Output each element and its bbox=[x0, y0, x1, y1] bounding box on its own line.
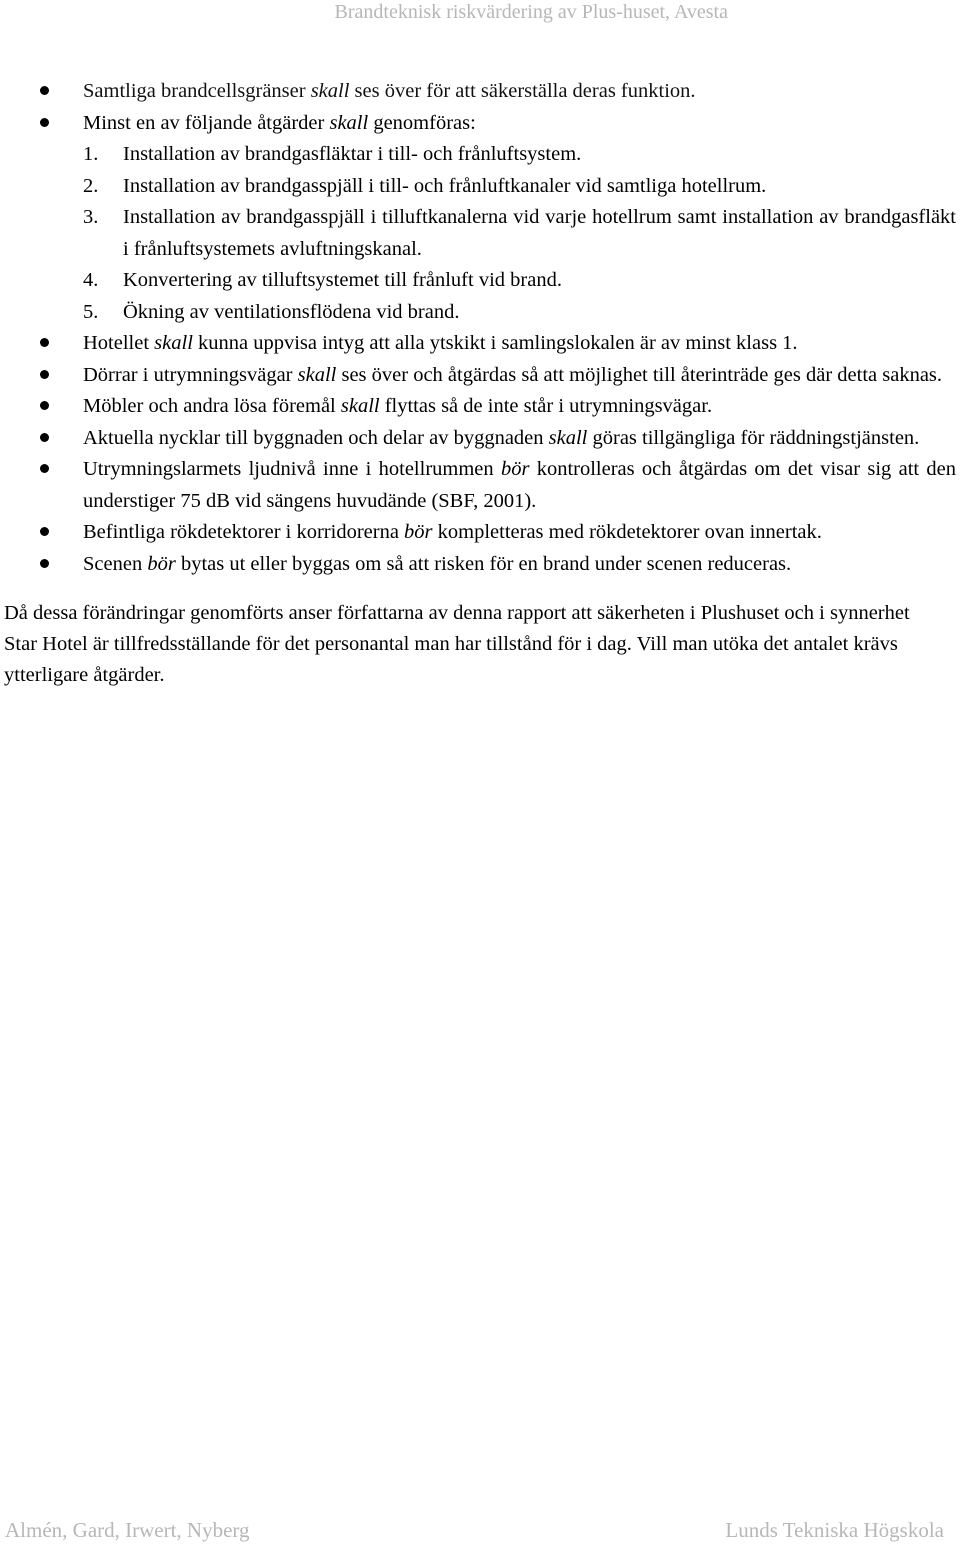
numbered-item bbox=[83, 139, 956, 171]
list-item bbox=[83, 391, 956, 423]
item-text: Installation av brandgasfläktar i till- och frånluftsystem. bbox=[123, 143, 582, 165]
conclusion-paragraph: Då dessa förändringar genomförts anser författarna av denna rapport att säkerheten i Plushuset och i synnerhet Star Hotel är tillfredsställande för det personantal man har tillstånd för i dag. Vill man utöka det antalet krävs ytterligare åtgärder. bbox=[4, 602, 910, 686]
item-number: 5. bbox=[83, 300, 99, 323]
item-text: Aktuella nycklar till byggnaden och delar av byggnaden bbox=[83, 426, 549, 449]
bullet-icon bbox=[40, 527, 49, 536]
page-header: Brandteknisk riskvärdering av Plus-huset, Avesta bbox=[334, 1, 728, 23]
list-item bbox=[83, 108, 956, 329]
recommendation-list bbox=[0, 76, 956, 580]
item-text: Ökning av ventilationsflödena vid brand. bbox=[123, 300, 460, 323]
measures-list bbox=[83, 139, 956, 328]
item-emphasis: bör bbox=[147, 552, 176, 575]
list-item bbox=[83, 549, 956, 581]
numbered-item bbox=[83, 202, 956, 265]
item-text: Möbler och andra lösa föremål bbox=[83, 395, 341, 417]
item-emphasis: skall bbox=[548, 426, 588, 449]
item-text: Samtliga brandcellsgränser bbox=[83, 80, 311, 102]
item-text: ses över för att säkerställa deras funktion. bbox=[349, 80, 696, 102]
list-item bbox=[83, 76, 956, 108]
list-item bbox=[83, 454, 956, 517]
list-item bbox=[83, 517, 956, 549]
bullet-icon bbox=[40, 338, 49, 347]
list-item bbox=[83, 360, 956, 392]
item-text: kompletteras med rökdetektorer ovan innertak. bbox=[432, 521, 822, 543]
numbered-item bbox=[83, 265, 956, 297]
item-number: 1. bbox=[83, 143, 99, 165]
item-text: bytas ut eller byggas om så att risken för en brand under scenen reduceras. bbox=[175, 552, 792, 575]
item-text: Befintliga rökdetektorer i korridorerna bbox=[83, 521, 405, 543]
item-text: flyttas så de inte står i utrymningsvägar. bbox=[379, 395, 713, 417]
item-text: Minst en av följande åtgärder bbox=[83, 111, 330, 134]
bullet-icon bbox=[40, 401, 49, 410]
item-text: ses över och åtgärdas så att möjlighet till återinträde ges där detta saknas. bbox=[336, 363, 943, 386]
item-text: genomföras: bbox=[368, 111, 476, 134]
item-text: Installation av brandgasspjäll i tilluftkanalerna vid varje hotellrum samt installation av brandgasfläkt i frånluftsystemets avluftningskanal. bbox=[123, 206, 956, 260]
item-text: Dörrar i utrymningsvägar bbox=[83, 363, 298, 386]
page-content bbox=[0, 76, 956, 691]
bullet-icon bbox=[40, 433, 49, 442]
item-emphasis: skall bbox=[310, 80, 350, 102]
item-number: 4. bbox=[83, 269, 99, 291]
item-emphasis: skall bbox=[154, 332, 193, 354]
item-text: kontrolleras och åtgärdas om det visar sig att den understiger 75 dB vid sängens huvudände (SBF, 2001). bbox=[83, 458, 956, 512]
item-emphasis: bör bbox=[500, 458, 530, 480]
item-text: göras tillgängliga för räddningstjänsten. bbox=[587, 426, 920, 449]
numbered-item bbox=[83, 171, 956, 203]
item-text: Utrymningslarmets ljudnivå inne i hotellrummen bbox=[83, 458, 501, 480]
item-number: 2. bbox=[83, 174, 99, 197]
item-text: kunna uppvisa intyg att alla ytskikt i samlingslokalen är av minst klass 1. bbox=[192, 332, 798, 354]
list-item bbox=[83, 423, 956, 455]
item-text: Installation av brandgasspjäll i till- och frånluftkanaler vid samtliga hotellrum. bbox=[123, 174, 767, 197]
item-text: Scenen bbox=[83, 552, 148, 575]
footer-authors: Almén, Gard, Irwert, Nyberg bbox=[5, 1518, 250, 1542]
item-text: Konvertering av tilluftsystemet till frånluft vid brand. bbox=[123, 269, 562, 291]
item-number: 3. bbox=[83, 206, 99, 228]
bullet-icon bbox=[40, 559, 49, 568]
item-emphasis: bör bbox=[404, 521, 433, 543]
footer-institution: Lunds Tekniska Högskola bbox=[725, 1518, 944, 1542]
item-emphasis: skall bbox=[340, 395, 380, 417]
item-emphasis: skall bbox=[329, 111, 369, 134]
item-emphasis: skall bbox=[297, 363, 337, 386]
bullet-icon bbox=[40, 86, 49, 95]
item-text: Hotellet bbox=[83, 332, 155, 354]
list-item bbox=[83, 328, 956, 360]
bullet-icon bbox=[40, 118, 49, 127]
bullet-icon bbox=[40, 370, 49, 379]
bullet-icon bbox=[40, 464, 49, 473]
numbered-item bbox=[83, 297, 956, 329]
